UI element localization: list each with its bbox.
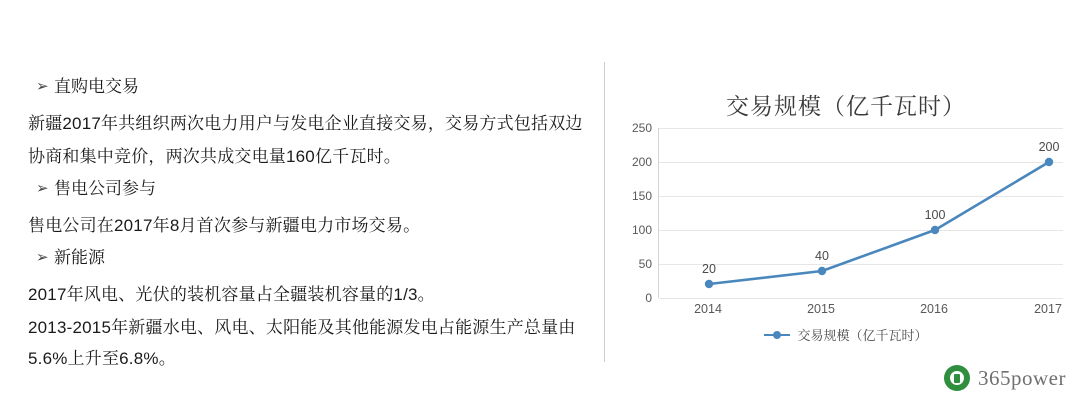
gridline-0 (659, 298, 1063, 299)
x-tick-2016: 2016 (920, 302, 948, 316)
watermark (944, 365, 1066, 391)
y-tick-0: 0 (645, 291, 652, 305)
bullet-label-3: 新能源 (54, 248, 105, 267)
chart-title: 交易规模（亿千瓦时） (726, 94, 966, 119)
paragraph-1-line-2: 协商和集中竞价，两次共成交电量160亿千瓦时。 (28, 147, 401, 166)
arrow-bullet-icon: ➢ (36, 180, 49, 197)
y-tick-5: 250 (631, 121, 652, 135)
x-axis-tick-labels (658, 302, 1062, 322)
data-point-2016 (931, 226, 939, 234)
vertical-divider (604, 62, 605, 362)
arrow-bullet-icon: ➢ (36, 78, 49, 95)
chart-legend (612, 325, 1080, 344)
x-tick-2017: 2017 (1034, 302, 1062, 316)
bullet-label-2: 售电公司参与 (54, 179, 156, 198)
y-axis-tick-labels (622, 121, 652, 305)
bullet-item-1 (28, 72, 600, 102)
leaf-badge-icon (944, 365, 970, 391)
data-label-2015: 40 (815, 249, 829, 263)
data-point-2015 (818, 267, 826, 275)
data-label-2014: 20 (702, 262, 716, 276)
y-tick-4: 200 (631, 155, 652, 169)
paragraph-1-line-1: 新疆2017年共组织两次电力用户与发电企业直接交易，交易方式包括双边 (28, 114, 583, 133)
line-series-svg (659, 128, 1063, 298)
data-point-2014 (705, 280, 713, 288)
x-tick-2015: 2015 (807, 302, 835, 316)
watermark-label: 365power (978, 365, 1066, 390)
series-line (709, 162, 1049, 284)
data-point-2017 (1045, 158, 1053, 166)
bullet-item-3 (28, 243, 600, 273)
paragraph-4-line-2: 5.6%上升至6.8%。 (28, 349, 176, 368)
legend-label: 交易规模（亿千瓦时） (797, 328, 928, 343)
bullet-item-2 (28, 174, 600, 204)
paragraph-2: 售电公司在2017年8月首次参与新疆电力市场交易。 (28, 216, 421, 235)
paragraph-3: 2017年风电、光伏的装机容量占全疆装机容量的1/3。 (28, 285, 435, 304)
x-tick-2014: 2014 (694, 302, 722, 316)
chart-plot-area (622, 121, 1072, 316)
y-tick-2: 100 (631, 223, 652, 237)
data-label-2017: 200 (1038, 140, 1060, 154)
arrow-bullet-icon: ➢ (36, 249, 49, 266)
bullet-label-1: 直购电交易 (54, 77, 139, 96)
chart-panel (612, 0, 1080, 407)
y-tick-1: 50 (638, 257, 652, 271)
data-label-2016: 100 (924, 208, 946, 222)
y-tick-3: 150 (631, 189, 652, 203)
chart-canvas (658, 128, 1063, 298)
legend-marker-icon (764, 334, 790, 336)
paragraph-4-line-1: 2013-2015年新疆水电、风电、太阳能及其他能源发电占能源生产总量由 (28, 318, 576, 337)
